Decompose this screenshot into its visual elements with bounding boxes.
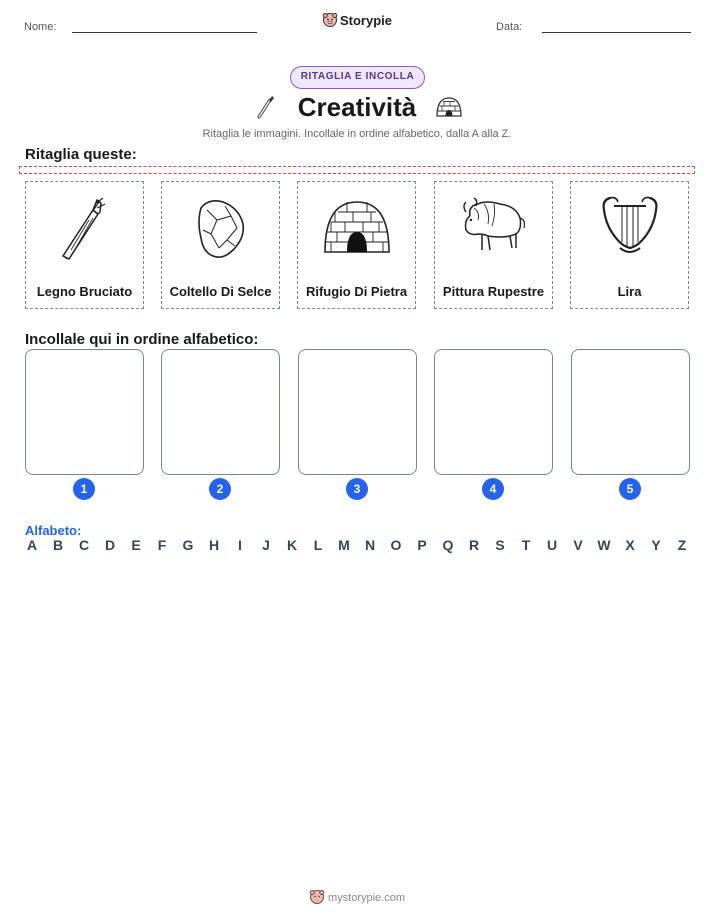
letter: S <box>495 537 505 553</box>
alphabet-title: Alfabeto: <box>25 523 82 538</box>
letter: T <box>521 537 531 553</box>
card-label: Pittura Rupestre <box>442 284 545 299</box>
letter: C <box>78 537 90 553</box>
burnt-stick-icon <box>51 190 119 262</box>
name-label: Nome: <box>24 21 57 33</box>
paste-slot-2[interactable] <box>161 349 280 475</box>
footer-url[interactable]: mystorypie.com <box>327 892 406 904</box>
storypie-logo-icon <box>322 12 338 28</box>
page-title: Creatività <box>297 92 417 122</box>
storypie-logo-icon <box>309 889 325 905</box>
paste-section-title: Incollale qui in ordine alfabetico: <box>25 331 259 348</box>
paste-slot-4[interactable] <box>434 349 553 475</box>
letter: W <box>597 537 611 553</box>
cut-section-title: Ritaglia queste: <box>25 146 137 163</box>
cut-card-pittura-rupestre[interactable] <box>434 181 553 309</box>
letter: H <box>208 537 220 553</box>
cut-line <box>19 166 695 174</box>
date-line[interactable] <box>542 32 691 33</box>
instructions: Ritaglia le immagini. Incollale in ordine alfabetico, dalla A alla Z. <box>202 128 512 140</box>
slot-number: 1 <box>73 478 95 500</box>
letter: Y <box>651 537 661 553</box>
card-label: Lira <box>617 284 642 299</box>
letter: L <box>313 537 323 553</box>
brand <box>0 12 714 28</box>
letter: P <box>417 537 427 553</box>
letter: R <box>468 537 480 553</box>
igloo-icon <box>435 95 463 119</box>
cut-card-coltello-di-selce[interactable] <box>161 181 280 309</box>
letter: V <box>573 537 583 553</box>
brand-name: Storypie <box>339 13 392 28</box>
letter: I <box>238 537 242 553</box>
letter: Z <box>677 537 687 553</box>
letter: K <box>286 537 298 553</box>
slot-number: 4 <box>482 478 504 500</box>
letter: M <box>338 537 350 553</box>
letter: E <box>131 537 141 553</box>
activity-badge: RITAGLIA E INCOLLA <box>290 66 425 89</box>
stone-shelter-icon <box>323 190 391 262</box>
letter: G <box>182 537 194 553</box>
letter: X <box>625 537 635 553</box>
paste-slot-5[interactable] <box>571 349 690 475</box>
flint-knife-icon <box>187 190 255 262</box>
letter: U <box>546 537 558 553</box>
letter: F <box>157 537 167 553</box>
slot-number: 3 <box>346 478 368 500</box>
card-label: Legno Bruciato <box>36 284 133 299</box>
lyre-icon <box>596 190 664 262</box>
letter: N <box>364 537 376 553</box>
card-label: Rifugio Di Pietra <box>305 284 408 299</box>
letter: Q <box>442 537 454 553</box>
letter: J <box>262 537 270 553</box>
letter: D <box>104 537 116 553</box>
letter: O <box>390 537 402 553</box>
card-label: Coltello Di Selce <box>169 284 272 299</box>
footer <box>0 889 714 905</box>
cut-card-legno-bruciato[interactable] <box>25 181 144 309</box>
cut-card-rifugio-di-pietra[interactable] <box>297 181 416 309</box>
letter: B <box>52 537 64 553</box>
name-line[interactable] <box>72 32 257 33</box>
slot-number: 5 <box>619 478 641 500</box>
cut-card-lira[interactable] <box>570 181 689 309</box>
bison-icon <box>460 190 528 262</box>
letter: A <box>26 537 38 553</box>
date-label: Data: <box>496 21 523 33</box>
slot-number: 2 <box>209 478 231 500</box>
paste-slot-1[interactable] <box>25 349 144 475</box>
alphabet-row <box>24 537 690 553</box>
paste-slot-3[interactable] <box>298 349 417 475</box>
